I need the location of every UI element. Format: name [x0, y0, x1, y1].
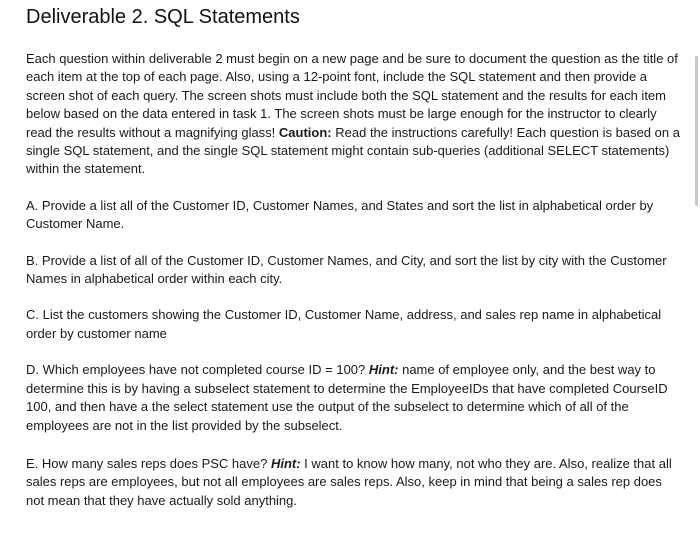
- intro-text-part1: Each question within deliverable 2 must begin on a new page and be sure to document the question as the title of each item at the top of each page. Also, using a 12-point font, include the SQL statement and then provide a screen shot of each query. The screen shots must include both the SQL statement and the results for each item below based on the data entered in task 1. The screen shots must be large enough for the instructor to clearly read the results without a magnifying glass!: [26, 51, 678, 140]
- page-title: Deliverable 2. SQL Statements: [26, 6, 300, 28]
- question-e: [26, 455, 682, 510]
- question-d-part1: D. Which employees have not completed course ID = 100?: [26, 362, 369, 378]
- vertical-scrollbar[interactable]: [695, 56, 698, 206]
- intro-paragraph: [26, 50, 682, 179]
- question-e-part2: I want to know how many, not who they are. Also, realize that all sales reps are employees, but not all employees are sales reps. Also, keep in mind that being a sales rep does not mean that they have actually sold anything.: [26, 455, 672, 508]
- question-d-hint-label: Hint:: [368, 362, 399, 378]
- question-b: B. Provide a list of all of the Customer ID, Customer Names, and City, and sort the list by city with the Customer Names in alphabetical order within each city.: [26, 252, 667, 287]
- caution-label: Caution:: [278, 124, 332, 140]
- question-d-part2: name of employee only, and the best way to determine this is by having a subselect statement to determine the EmployeeIDs that have completed CourseID 100, and then have a the select statement use the output of the subselect to determine which of all of the employees are not in the list provided by the subselect.: [26, 362, 668, 433]
- question-e-hint-label: Hint:: [270, 455, 301, 471]
- question-a: A. Provide a list all of the Customer ID, Customer Names, and States and sort the list in alphabetical order by Customer Name.: [26, 197, 654, 232]
- question-c: C. List the customers showing the Customer ID, Customer Name, address, and sales rep name in alphabetical order by customer name: [26, 307, 662, 341]
- question-d: [26, 361, 682, 435]
- question-e-part1: E. How many sales reps does PSC have?: [26, 455, 271, 471]
- intro-text-part2: Read the instructions carefully! Each question is based on a single SQL statement, and the single SQL statement might contain sub-queries (additional SELECT statements) within the statement.: [26, 124, 680, 177]
- document-page: [26, 0, 682, 510]
